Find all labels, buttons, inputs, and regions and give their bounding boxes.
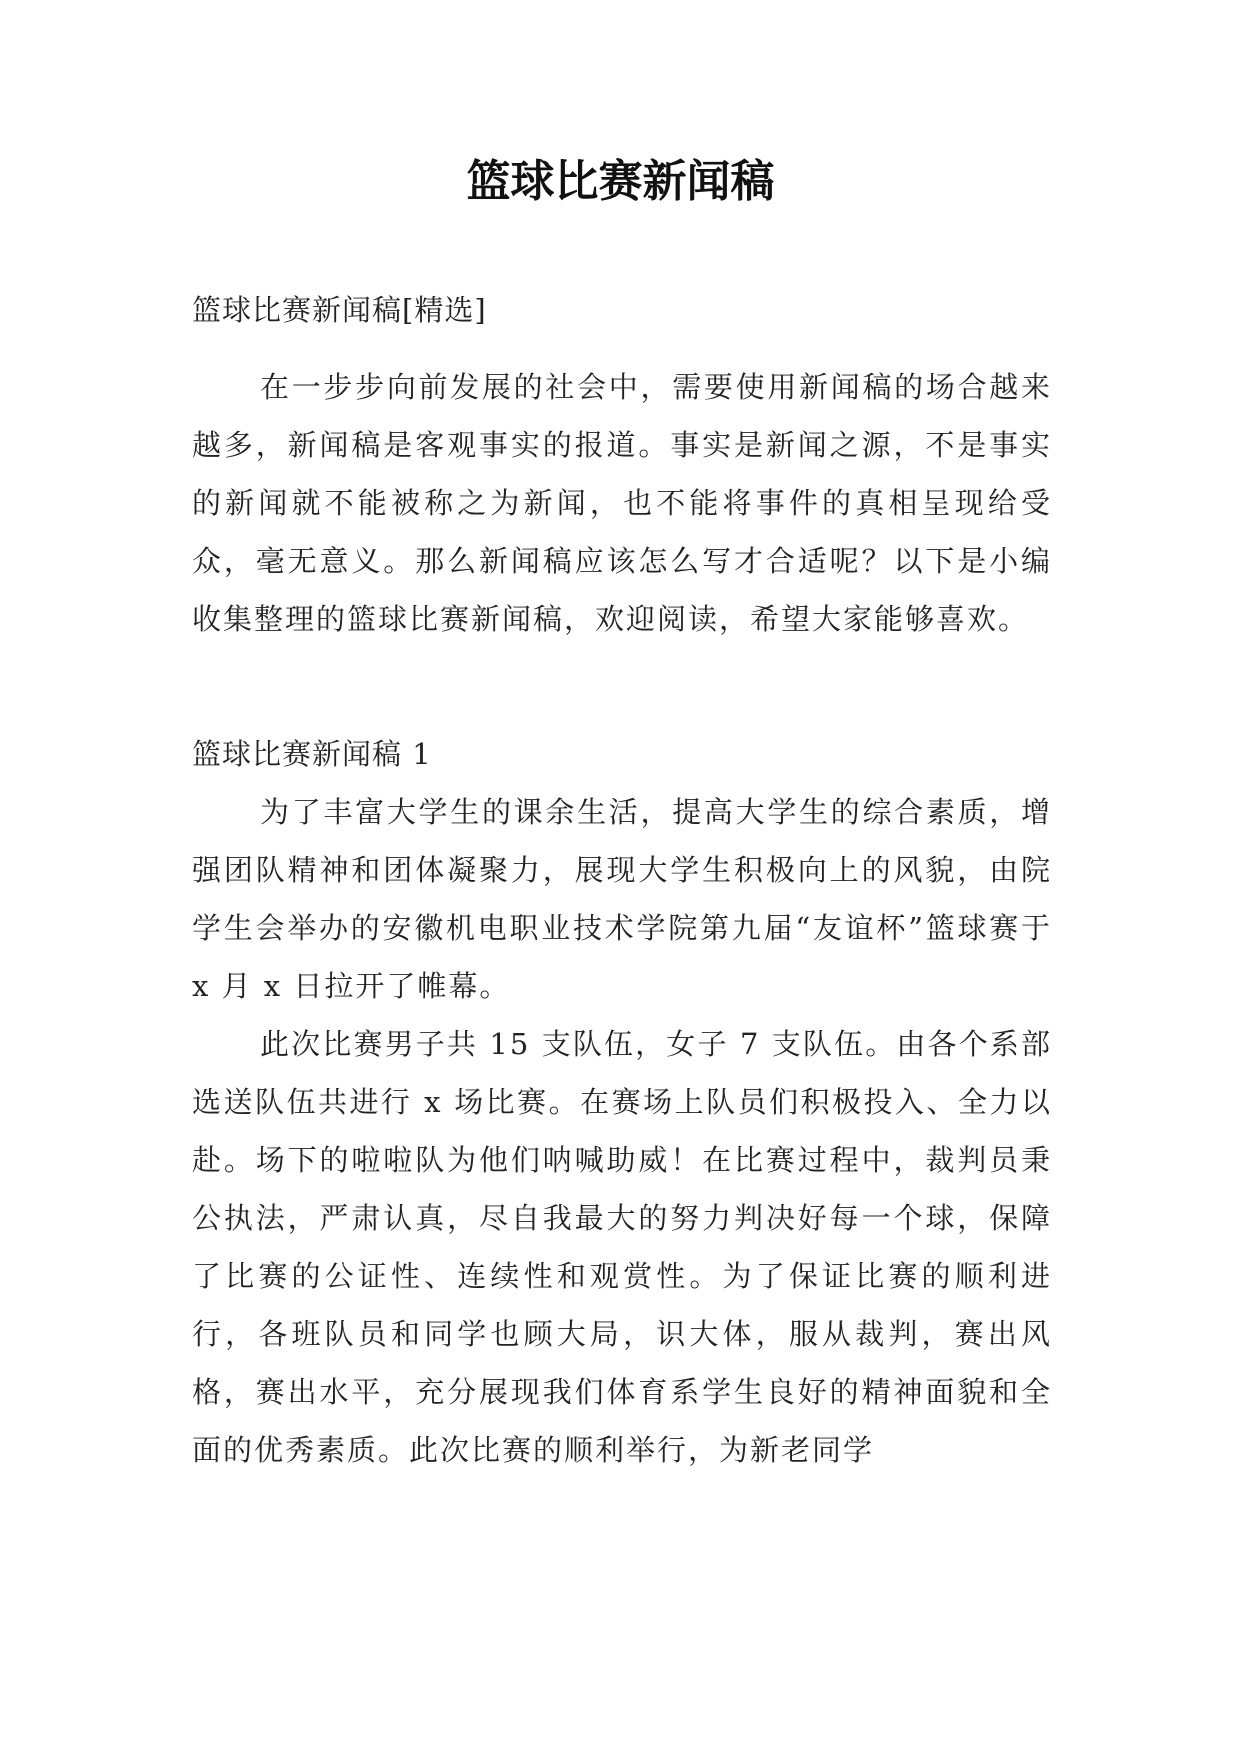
- section-paragraph-1: 为了丰富大学生的课余生活，提高大学生的综合素质，增强团队精神和团体凝聚力，展现大学生积极向上的风貌，由院学生会举办的安徽机电职业技术学院第九届“友谊杯”篮球赛于 x 月 x 日拉开了帷幕。: [192, 795, 1052, 1003]
- section-heading: 篮球比赛新闻稿 1: [192, 737, 432, 771]
- section-paragraph-2: 此次比赛男子共 15 支队伍，女子 7 支队伍。由各个系部选送队伍共进行 x 场比赛。在赛场上队员们积极投入、全力以赴。场下的啦啦队为他们呐喊助威！在比赛过程中，裁判员秉公执法，严肃认真，尽自我最大的努力判决好每一个球，保障了比赛的公证性、连续性和观赏性。为了保证比赛的顺利进行，各班队员和同学也顾大局，识大体，服从裁判，赛出风格，赛出水平，充分展现我们体育系学生良好的精神面貌和全面的优秀素质。此次比赛的顺利举行，为新老同学: [192, 1027, 1052, 1467]
- document-title: 篮球比赛新闻稿: [466, 156, 775, 207]
- document-subtitle: 篮球比赛新闻稿[精选]: [192, 293, 487, 327]
- intro-paragraph: 在一步步向前发展的社会中，需要使用新闻稿的场合越来越多，新闻稿是客观事实的报道。事实是新闻之源，不是事实的新闻就不能被称之为新闻，也不能将事件的真相呈现给受众，毫无意义。那么新闻稿应该怎么写才合适呢？以下是小编收集整理的篮球比赛新闻稿，欢迎阅读，希望大家能够喜欢。: [192, 370, 1052, 636]
